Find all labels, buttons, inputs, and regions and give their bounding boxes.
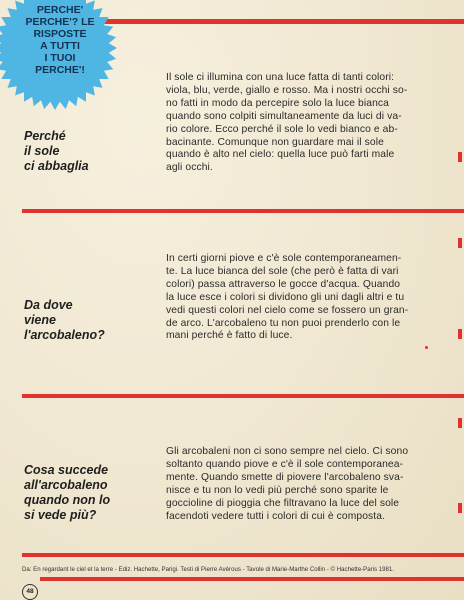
- answer-line: Il sole ci illumina con una luce fatta di tanti colori:: [166, 72, 395, 83]
- answer-line: te. La luce bianca del sole (che però è fatta di vari: [166, 265, 399, 277]
- answer-line: In certi giorni piove e c'è sole contemporaneamen-: [166, 253, 402, 264]
- page-number: 48: [22, 584, 38, 600]
- question-line: l'arcobaleno?: [24, 328, 105, 342]
- answer-line: bacinante. Comunque non guardare mai il sole: [166, 136, 384, 148]
- answer-1: [166, 72, 450, 175]
- footer-divider: [22, 553, 464, 557]
- badge-line: A TUTTI: [40, 40, 80, 52]
- question-line: all'arcobaleno: [24, 478, 108, 492]
- answer-line: soltanto quando piove e c'è il sole contemporanea-: [166, 458, 404, 470]
- badge: [0, 0, 120, 116]
- answer-line: vedi questi colori nel cielo come se fossero un gran-: [166, 304, 409, 316]
- edge-mark: [458, 418, 462, 428]
- answer-line: no fatti in modo da percepire solo la luce bianca: [166, 97, 389, 109]
- edge-mark: [458, 503, 462, 513]
- answer-line: mani perché è fatto di luce.: [166, 330, 293, 342]
- question-line: si vede più?: [24, 508, 97, 522]
- answer-line: de arco. L'arcobaleno tu non puoi prenderlo con le: [166, 317, 401, 329]
- answer-3: [166, 446, 450, 523]
- badge-line: PERCHE'!: [35, 64, 85, 76]
- edge-mark: [458, 152, 462, 162]
- edge-mark: [458, 238, 462, 248]
- answer-line: agli occhi.: [166, 162, 213, 174]
- credit-line: Da: En regardant le ciel et la terre - Ediz. Hachette, Parigi. Testi di Pierre Avérous - Tavole di Marie-Marthe Collin - © Hachette-Paris 1981.: [22, 566, 394, 573]
- answer-line: viola, blu, verde, giallo e rosso. Ma i nostri occhi so-: [166, 84, 408, 96]
- answer-line: nisce e tu non lo vedi più perché sono sparite le: [166, 484, 389, 496]
- answer-line: goccioline di pioggia che filtravano la luce del sole: [166, 497, 400, 509]
- question-line: Perché: [24, 129, 66, 143]
- answer-line: colori) passa attraverso le gocce d'acqua. Quando: [166, 278, 401, 290]
- question-line: il sole: [24, 144, 60, 158]
- ink-dot: [425, 346, 428, 349]
- answer-line: mente. Quando smette di piovere l'arcobaleno sva-: [166, 471, 404, 483]
- edge-mark: [458, 329, 462, 339]
- answer-line: quando sono colpiti simultaneamente da luci di va-: [166, 110, 402, 122]
- answer-line: la luce esce i colori si dividono gli uni dagli altri e tu: [166, 291, 405, 303]
- question-line: Cosa succede: [24, 463, 109, 477]
- badge-line: PERCHE': [36, 4, 84, 16]
- answer-line: quando è alto nel cielo: quella luce può farti male: [166, 149, 395, 161]
- section-divider: [22, 209, 464, 213]
- answer-2: [166, 253, 450, 343]
- badge-line: PERCHE'? LE: [25, 16, 95, 28]
- badge-line: I TUOI: [44, 52, 76, 64]
- question-line: quando non lo: [24, 493, 111, 507]
- badge-line: RISPOSTE: [33, 28, 87, 40]
- question-1: [24, 129, 144, 174]
- question-3: [24, 463, 144, 523]
- bottom-divider: [40, 577, 464, 581]
- answer-line: Gli arcobaleni non ci sono sempre nel cielo. Ci sono: [166, 446, 409, 457]
- question-line: viene: [24, 313, 56, 327]
- answer-line: facendoti vedere tutti i colori di cui è composta.: [166, 510, 386, 522]
- question-line: Da dove: [24, 298, 73, 312]
- badge-title: [0, 4, 120, 76]
- answer-line: rio colore. Ecco perché il sole lo vedi bianco e ab-: [166, 123, 398, 135]
- question-line: ci abbaglia: [24, 159, 89, 173]
- question-2: [24, 298, 144, 343]
- section-divider: [22, 394, 464, 398]
